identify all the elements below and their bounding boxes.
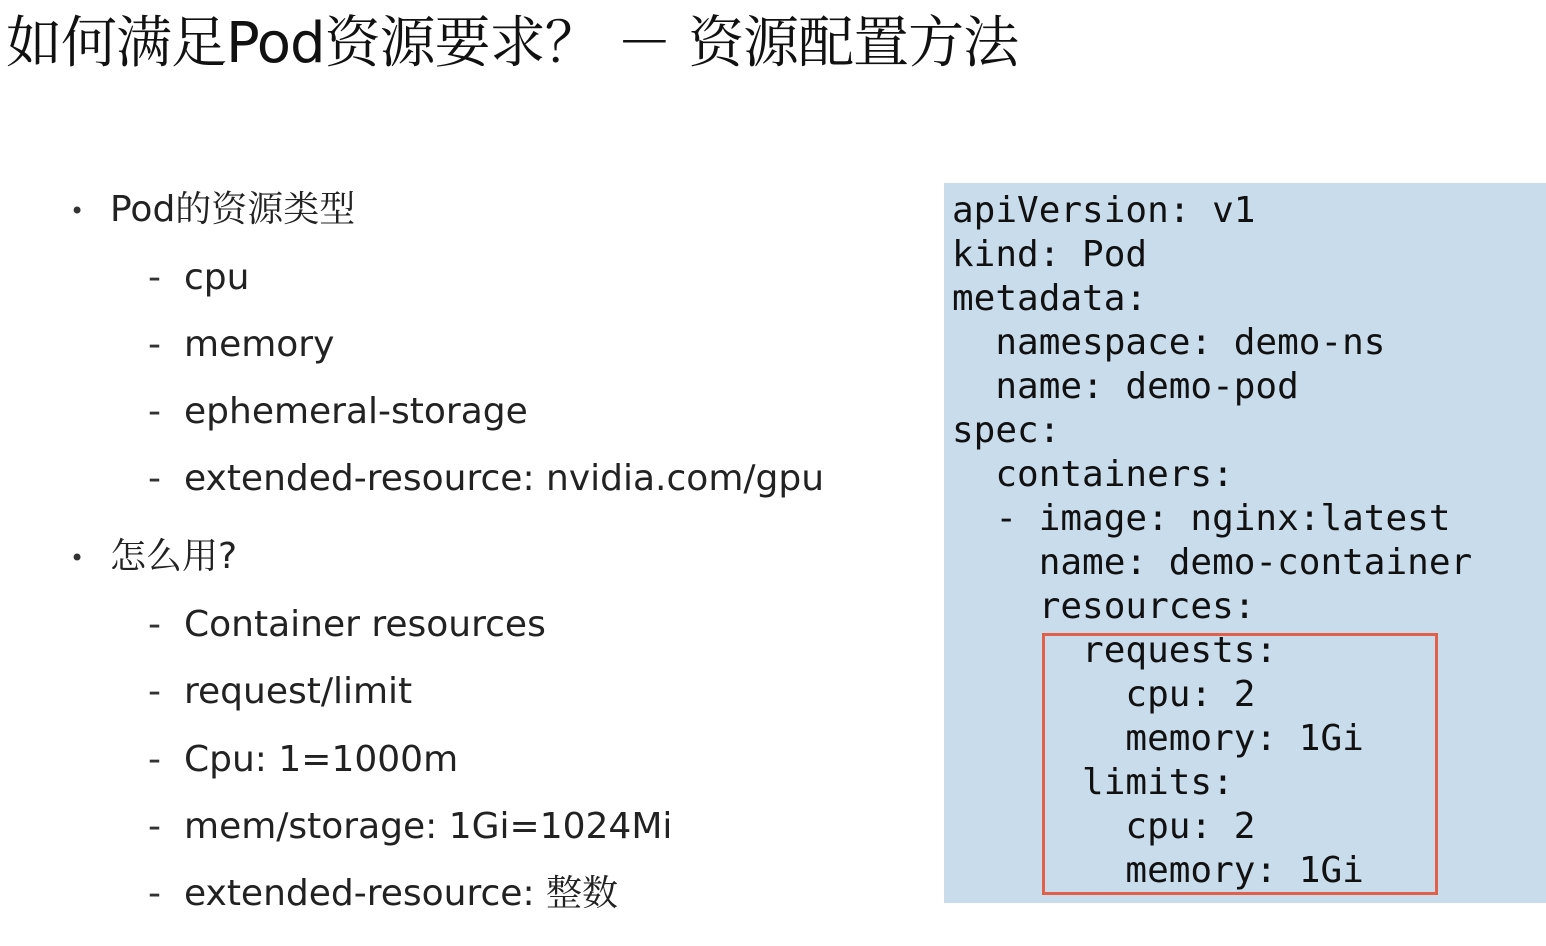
resources-highlight-box <box>1042 633 1438 895</box>
bullet-item <box>70 535 237 580</box>
sub-item <box>148 738 458 782</box>
code-line: name: demo-pod <box>952 366 1299 407</box>
code-line: memory: 1Gi <box>952 850 1364 891</box>
sub-item <box>148 390 528 434</box>
sub-item-label: extended-resource: nvidia.com/gpu <box>184 458 825 499</box>
code-line: namespace: demo-ns <box>952 322 1386 363</box>
code-line: kind: Pod <box>952 234 1148 275</box>
dash-icon: - <box>148 391 161 432</box>
dash-icon: - <box>148 739 161 780</box>
sub-item <box>148 457 824 501</box>
sub-item <box>148 323 334 367</box>
bullet-dot-icon: • <box>70 197 85 225</box>
code-line: spec: <box>952 410 1061 451</box>
sub-item <box>148 256 249 300</box>
sub-item-label: cpu <box>184 257 250 298</box>
code-line: limits: <box>952 762 1234 803</box>
dash-icon: - <box>148 458 161 499</box>
sub-item <box>148 670 412 714</box>
code-line: cpu: 2 <box>952 806 1256 847</box>
sub-item-label: mem/storage: 1Gi=1024Mi <box>184 806 673 847</box>
code-line: containers: <box>952 454 1234 495</box>
dash-icon: - <box>148 257 161 298</box>
bullet-label: 怎么用? <box>110 536 238 577</box>
code-line: memory: 1Gi <box>952 718 1364 759</box>
sub-item-label: request/limit <box>184 671 413 712</box>
dash-icon: - <box>148 671 161 712</box>
bullet-item <box>70 188 355 233</box>
yaml-code-panel <box>944 183 1546 903</box>
sub-item-label: Container resources <box>184 604 546 645</box>
code-line: metadata: <box>952 278 1148 319</box>
sub-item <box>148 603 546 647</box>
code-line: resources: <box>952 586 1256 627</box>
sub-item-label: extended-resource: 整数 <box>184 873 619 914</box>
sub-item <box>148 805 672 849</box>
slide-title: 如何满足Pod资源要求？ － 资源配置方法 <box>6 11 1019 76</box>
dash-icon: - <box>148 873 161 914</box>
dash-icon: - <box>148 324 161 365</box>
code-line: name: demo-container <box>952 542 1473 583</box>
bullet-label: Pod的资源类型 <box>110 189 356 230</box>
code-line: cpu: 2 <box>952 674 1256 715</box>
sub-item-label: ephemeral-storage <box>184 391 528 432</box>
bullet-dot-icon: • <box>70 544 85 572</box>
code-line: requests: <box>952 630 1278 671</box>
sub-item <box>148 872 618 916</box>
sub-item-label: Cpu: 1=1000m <box>184 739 459 780</box>
dash-icon: - <box>148 604 161 645</box>
sub-item-label: memory <box>184 324 335 365</box>
code-line: apiVersion: v1 <box>952 190 1256 231</box>
dash-icon: - <box>148 806 161 847</box>
code-line: - image: nginx:latest <box>952 498 1451 539</box>
